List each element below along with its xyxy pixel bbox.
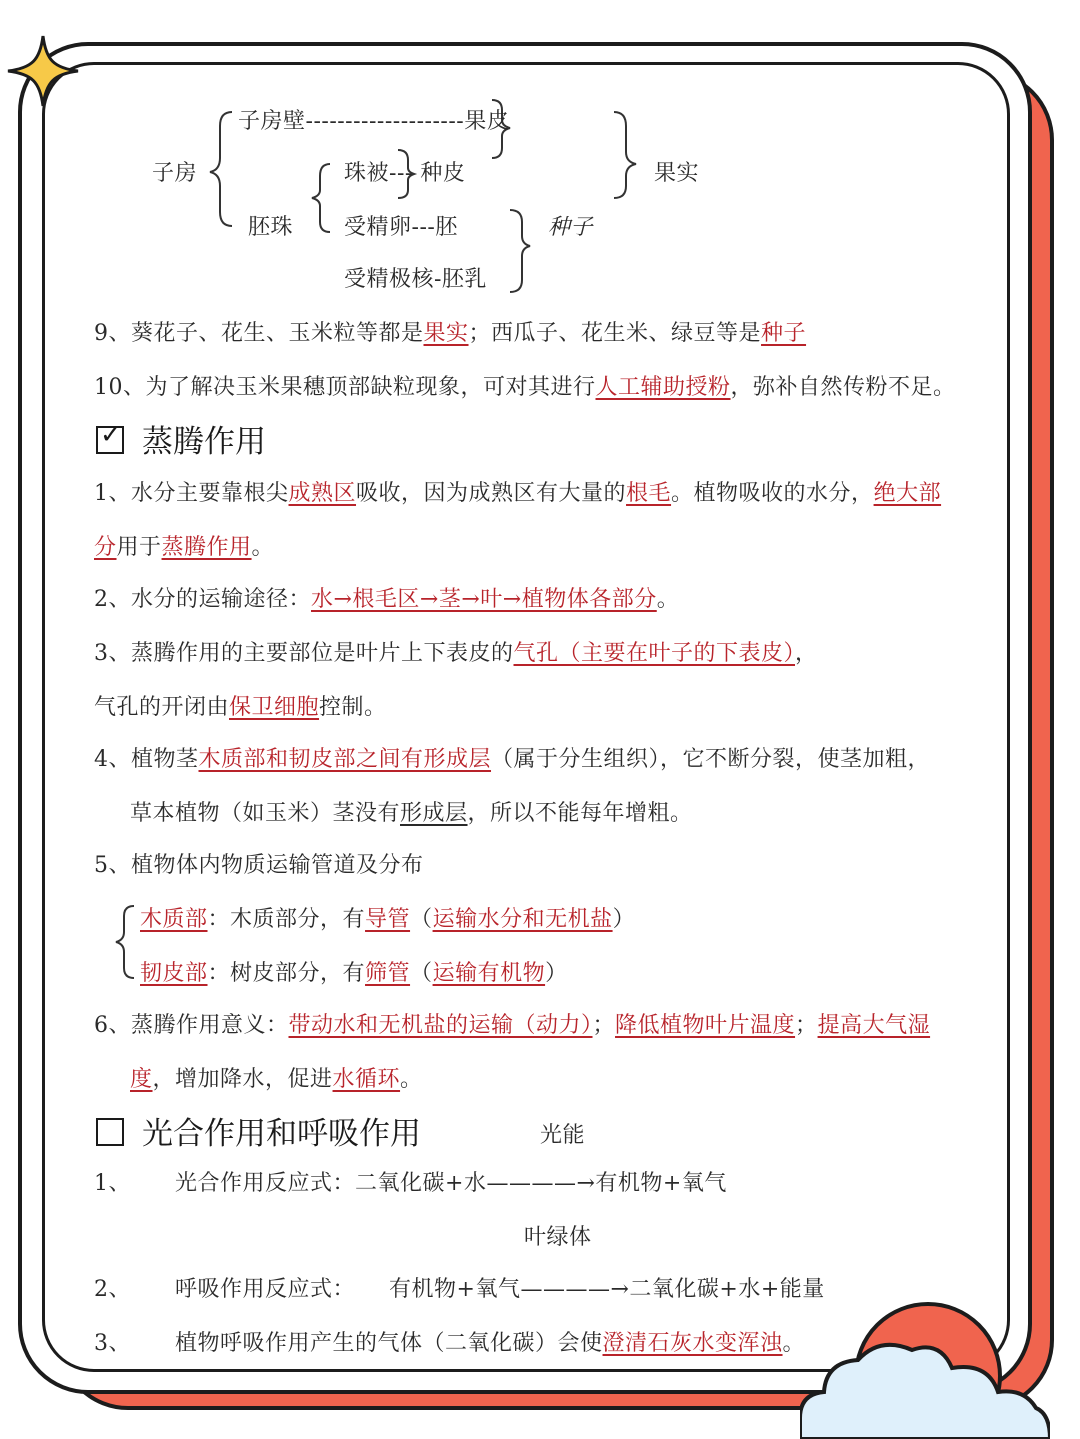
equation-condition-chloroplast: 叶绿体 <box>524 1225 592 1250</box>
respiration-point-3: 3、 植物呼吸作用产生的气体（二氧化碳）会使澄清石灰水变浑浊。 <box>94 1331 806 1356</box>
transpiration-point-3: 3、蒸腾作用的主要部位是叶片上下表皮的气孔（主要在叶子的下表皮）， <box>94 641 818 666</box>
heading-photosynthesis-respiration: 光合作用和呼吸作用 <box>96 1108 421 1153</box>
transpiration-point-1-cont: 分用于蒸腾作用。 <box>94 535 275 560</box>
diagram-polar-nuclei: 受精极核-胚乳 <box>344 267 487 292</box>
heading-transpiration: ✓ 蒸腾作用 <box>96 416 266 461</box>
item-10: 10、为了解决玉米果穗顶部缺粒现象，可对其进行人工辅助授粉，弥补自然传粉不足。 <box>94 375 956 400</box>
diagram-zygote: 受精卵---胚 <box>344 215 458 240</box>
vessel-brace <box>110 902 140 982</box>
sun-cloud-icon <box>800 1290 1050 1439</box>
xylem-line: 木质部：木质部分，有导管（运输水分和无机盐） <box>140 907 636 932</box>
transpiration-point-2: 2、水分的运输途径：水→根毛区→茎→叶→植物体各部分。 <box>94 587 680 612</box>
diagram-fruit: 果实 <box>654 161 700 186</box>
respiration-equation: 2、 呼吸作用反应式： 有机物+氧气————→二氧化碳+水+能量 <box>94 1277 825 1302</box>
transpiration-point-4: 4、植物茎木质部和韧皮部之间有形成层（属于分生组织），它不断分裂，使茎加粗， <box>94 747 931 772</box>
diagram-seed: 种子 <box>548 215 594 240</box>
diagram-integument: 珠被--- 种皮 <box>344 161 466 186</box>
empty-box-icon <box>96 1118 124 1146</box>
transpiration-point-3-cont: 气孔的开闭由保卫细胞控制。 <box>94 695 387 720</box>
diagram-ovary: 子房 <box>152 161 198 186</box>
diagram-ovule: 胚珠 <box>248 215 294 240</box>
transpiration-point-6-cont: 度，增加降水，促进水循环。 <box>130 1067 423 1092</box>
diagram-ovary-wall: 子房壁--------------------果皮 <box>238 109 510 134</box>
transpiration-point-6: 6、蒸腾作用意义：带动水和无机盐的运输（动力）；降低植物叶片温度；提高大气湿 <box>94 1013 931 1038</box>
item-9: 9、葵花子、花生、玉米粒等都是果实；西瓜子、花生米、绿豆等是种子 <box>94 321 807 346</box>
checked-box-icon: ✓ <box>96 426 124 454</box>
transpiration-point-4-cont: 草本植物（如玉米）茎没有形成层，所以不能每年增粗。 <box>130 801 693 826</box>
transpiration-point-1: 1、水分主要靠根尖成熟区吸收，因为成熟区有大量的根毛。植物吸收的水分，绝大部 <box>94 481 942 506</box>
transpiration-point-5: 5、植物体内物质运输管道及分布 <box>94 853 424 878</box>
equation-condition-light: 光能 <box>540 1123 586 1148</box>
phloem-line: 韧皮部：树皮部分，有筛管（运输有机物） <box>140 961 568 986</box>
photosynthesis-equation: 1、 光合作用反应式：二氧化碳+水————→有机物+氧气 <box>94 1171 727 1196</box>
